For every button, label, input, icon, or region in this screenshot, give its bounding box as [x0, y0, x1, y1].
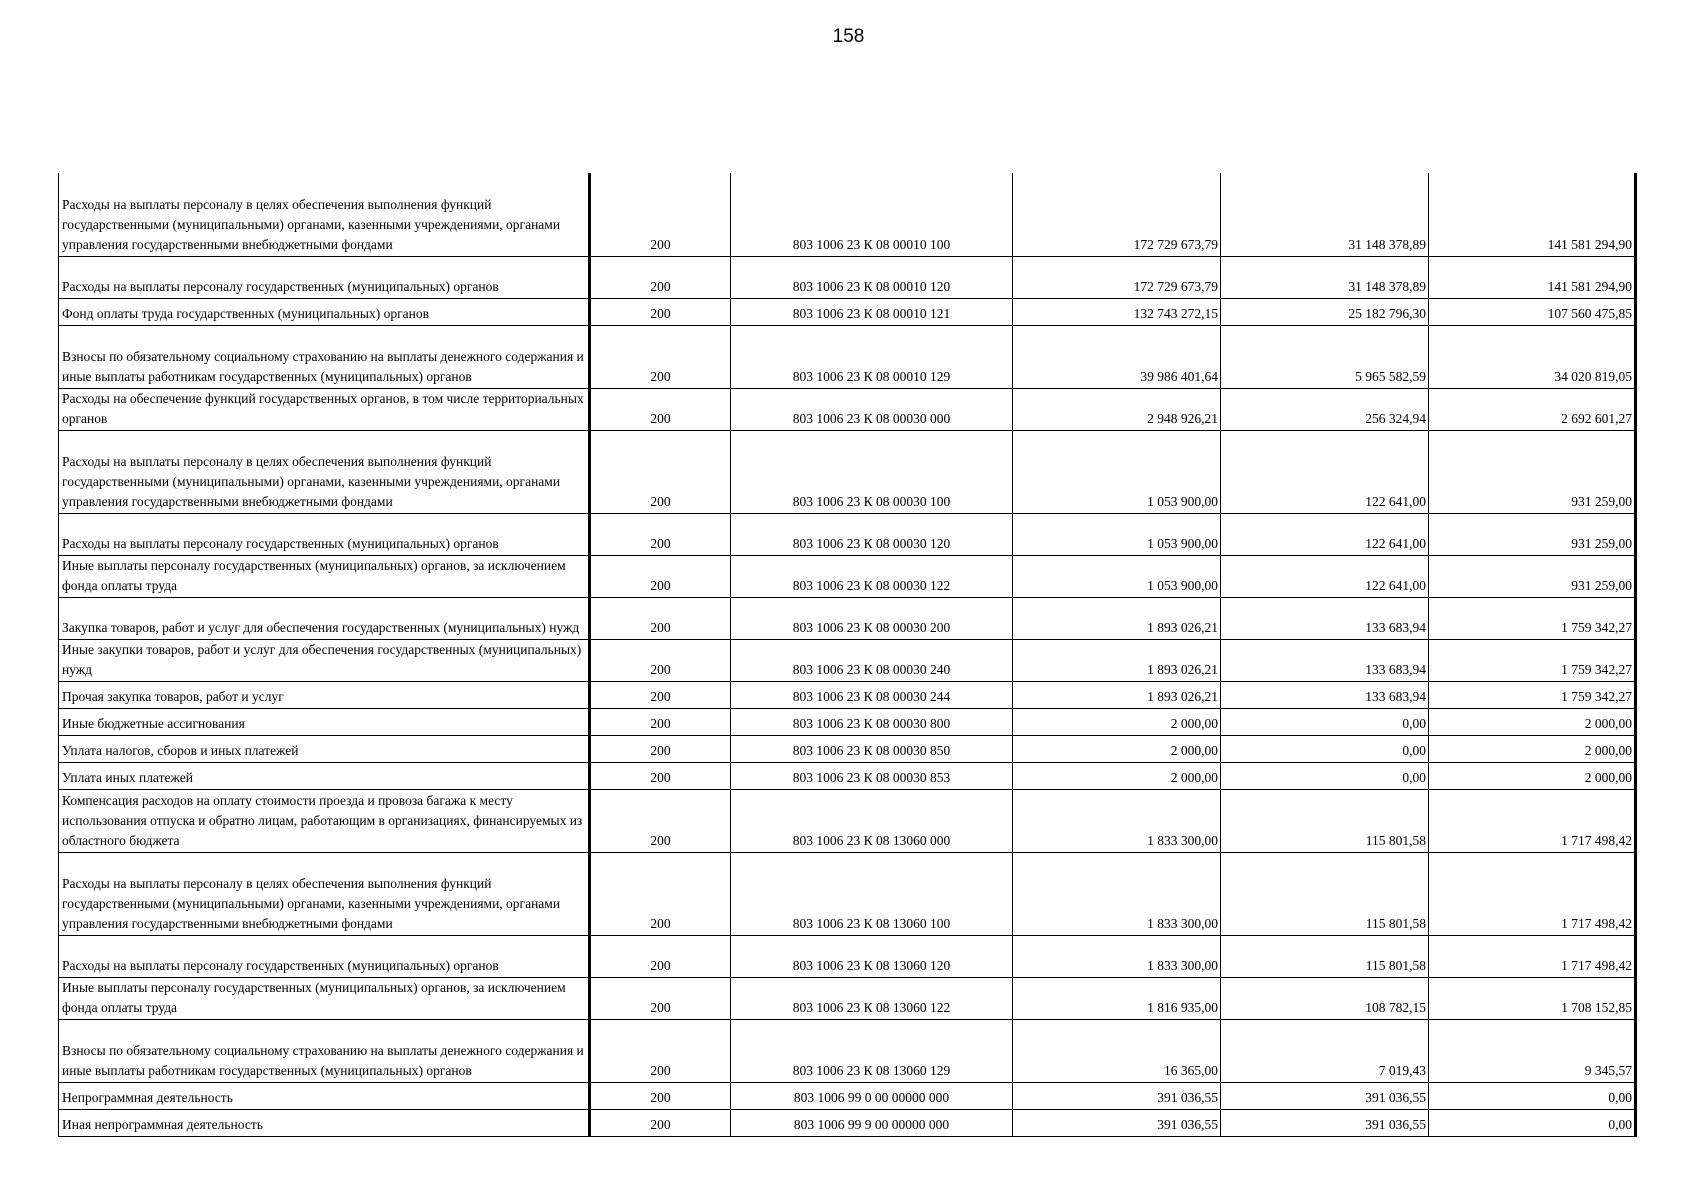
- row-line-code: 200: [590, 298, 731, 325]
- row-approved: 1 893 026,21: [1013, 639, 1221, 681]
- table-row: [59, 1109, 1636, 1136]
- table-body: [59, 173, 1636, 1136]
- row-name: Иные выплаты персоналу государственных (муниципальных) органов, за исключением фонда оплаты труда: [59, 977, 590, 1019]
- row-line-code: 200: [590, 555, 731, 597]
- row-line-code: 200: [590, 977, 731, 1019]
- row-executed: 0,00: [1221, 735, 1429, 762]
- row-name: Иные закупки товаров, работ и услуг для обеспечения государственных (муниципальных) нужд: [59, 639, 590, 681]
- table-row: [59, 681, 1636, 708]
- row-line-code: 200: [590, 173, 731, 256]
- row-name: Закупка товаров, работ и услуг для обеспечения государственных (муниципальных) нужд: [59, 597, 590, 639]
- row-unexecuted: 2 000,00: [1429, 762, 1636, 789]
- row-budget-code: 803 1006 23 К 08 00010 121: [731, 298, 1013, 325]
- row-budget-code: 803 1006 23 К 08 00010 129: [731, 325, 1013, 388]
- row-unexecuted: 1 717 498,42: [1429, 789, 1636, 852]
- row-approved: 1 053 900,00: [1013, 555, 1221, 597]
- row-unexecuted: 1 708 152,85: [1429, 977, 1636, 1019]
- table-row: [59, 762, 1636, 789]
- row-name: Фонд оплаты труда государственных (муниципальных) органов: [59, 298, 590, 325]
- row-name: Прочая закупка товаров, работ и услуг: [59, 681, 590, 708]
- table-row: [59, 597, 1636, 639]
- row-name: Расходы на выплаты персоналу в целях обеспечения выполнения функций государственными (муниципальными) органами, казенными учреждениями, органами управления государственными внебюджетными фондами: [59, 852, 590, 935]
- row-budget-code: 803 1006 23 К 08 00030 850: [731, 735, 1013, 762]
- row-name: Расходы на выплаты персоналу государственных (муниципальных) органов: [59, 513, 590, 555]
- row-executed: 0,00: [1221, 708, 1429, 735]
- row-line-code: 200: [590, 681, 731, 708]
- row-executed: 133 683,94: [1221, 639, 1429, 681]
- row-budget-code: 803 1006 23 К 08 00010 120: [731, 256, 1013, 298]
- row-line-code: 200: [590, 430, 731, 513]
- row-executed: 122 641,00: [1221, 430, 1429, 513]
- row-unexecuted: 931 259,00: [1429, 513, 1636, 555]
- row-unexecuted: 1 717 498,42: [1429, 852, 1636, 935]
- table-row: [59, 1082, 1636, 1109]
- table-row: [59, 173, 1636, 256]
- row-unexecuted: 1 759 342,27: [1429, 681, 1636, 708]
- row-line-code: 200: [590, 708, 731, 735]
- row-line-code: 200: [590, 639, 731, 681]
- row-approved: 1 053 900,00: [1013, 513, 1221, 555]
- row-name: Уплата налогов, сборов и иных платежей: [59, 735, 590, 762]
- row-executed: 7 019,43: [1221, 1019, 1429, 1082]
- row-unexecuted: 2 000,00: [1429, 735, 1636, 762]
- row-unexecuted: 0,00: [1429, 1109, 1636, 1136]
- row-executed: 115 801,58: [1221, 789, 1429, 852]
- row-unexecuted: 141 581 294,90: [1429, 256, 1636, 298]
- row-name: Расходы на выплаты персоналу государственных (муниципальных) органов: [59, 935, 590, 977]
- row-line-code: 200: [590, 762, 731, 789]
- row-approved: 172 729 673,79: [1013, 173, 1221, 256]
- row-unexecuted: 2 692 601,27: [1429, 388, 1636, 430]
- row-executed: 115 801,58: [1221, 852, 1429, 935]
- row-line-code: 200: [590, 735, 731, 762]
- row-name: Иные выплаты персоналу государственных (муниципальных) органов, за исключением фонда оплаты труда: [59, 555, 590, 597]
- row-approved: 2 000,00: [1013, 708, 1221, 735]
- row-unexecuted: 9 345,57: [1429, 1019, 1636, 1082]
- row-executed: 391 036,55: [1221, 1109, 1429, 1136]
- budget-execution-table: [58, 173, 1637, 1137]
- table-row: [59, 1019, 1636, 1082]
- row-budget-code: 803 1006 23 К 08 13060 129: [731, 1019, 1013, 1082]
- row-unexecuted: 931 259,00: [1429, 430, 1636, 513]
- row-name: Расходы на выплаты персоналу государственных (муниципальных) органов: [59, 256, 590, 298]
- row-line-code: 200: [590, 789, 731, 852]
- row-approved: 391 036,55: [1013, 1082, 1221, 1109]
- row-line-code: 200: [590, 597, 731, 639]
- row-executed: 108 782,15: [1221, 977, 1429, 1019]
- row-executed: 31 148 378,89: [1221, 173, 1429, 256]
- row-line-code: 200: [590, 852, 731, 935]
- row-budget-code: 803 1006 23 К 08 00030 800: [731, 708, 1013, 735]
- row-unexecuted: 34 020 819,05: [1429, 325, 1636, 388]
- row-unexecuted: 1 717 498,42: [1429, 935, 1636, 977]
- row-executed: 122 641,00: [1221, 555, 1429, 597]
- row-approved: 2 948 926,21: [1013, 388, 1221, 430]
- row-name: Уплата иных платежей: [59, 762, 590, 789]
- row-name: Расходы на выплаты персоналу в целях обеспечения выполнения функций государственными (муниципальными) органами, казенными учреждениями, органами управления государственными внебюджетными фондами: [59, 173, 590, 256]
- row-line-code: 200: [590, 256, 731, 298]
- row-budget-code: 803 1006 23 К 08 00030 200: [731, 597, 1013, 639]
- table-row: [59, 430, 1636, 513]
- row-unexecuted: 107 560 475,85: [1429, 298, 1636, 325]
- row-budget-code: 803 1006 23 К 08 00030 853: [731, 762, 1013, 789]
- table-row: [59, 298, 1636, 325]
- row-line-code: 200: [590, 325, 731, 388]
- row-executed: 133 683,94: [1221, 597, 1429, 639]
- row-unexecuted: 1 759 342,27: [1429, 639, 1636, 681]
- row-unexecuted: 931 259,00: [1429, 555, 1636, 597]
- table-row: [59, 735, 1636, 762]
- row-unexecuted: 2 000,00: [1429, 708, 1636, 735]
- row-approved: 1 893 026,21: [1013, 681, 1221, 708]
- row-line-code: 200: [590, 1082, 731, 1109]
- row-executed: 391 036,55: [1221, 1082, 1429, 1109]
- row-budget-code: 803 1006 23 К 08 13060 000: [731, 789, 1013, 852]
- row-approved: 132 743 272,15: [1013, 298, 1221, 325]
- row-name: Расходы на выплаты персоналу в целях обеспечения выполнения функций государственными (муниципальными) органами, казенными учреждениями, органами управления государственными внебюджетными фондами: [59, 430, 590, 513]
- row-approved: 1 833 300,00: [1013, 935, 1221, 977]
- row-line-code: 200: [590, 1109, 731, 1136]
- row-executed: 256 324,94: [1221, 388, 1429, 430]
- row-approved: 1 833 300,00: [1013, 852, 1221, 935]
- table-row: [59, 977, 1636, 1019]
- row-executed: 115 801,58: [1221, 935, 1429, 977]
- row-budget-code: 803 1006 23 К 08 00030 100: [731, 430, 1013, 513]
- row-budget-code: 803 1006 23 К 08 13060 120: [731, 935, 1013, 977]
- row-approved: 1 833 300,00: [1013, 789, 1221, 852]
- table-row: [59, 935, 1636, 977]
- table-row: [59, 555, 1636, 597]
- row-executed: 133 683,94: [1221, 681, 1429, 708]
- table-row: [59, 513, 1636, 555]
- row-approved: 2 000,00: [1013, 762, 1221, 789]
- row-name: Расходы на обеспечение функций государственных органов, в том числе территориальных органов: [59, 388, 590, 430]
- row-unexecuted: 0,00: [1429, 1082, 1636, 1109]
- table-row: [59, 325, 1636, 388]
- row-budget-code: 803 1006 99 0 00 00000 000: [731, 1082, 1013, 1109]
- row-approved: 39 986 401,64: [1013, 325, 1221, 388]
- row-approved: 391 036,55: [1013, 1109, 1221, 1136]
- row-budget-code: 803 1006 23 К 08 00030 240: [731, 639, 1013, 681]
- row-executed: 122 641,00: [1221, 513, 1429, 555]
- row-budget-code: 803 1006 23 К 08 13060 122: [731, 977, 1013, 1019]
- row-unexecuted: 141 581 294,90: [1429, 173, 1636, 256]
- row-budget-code: 803 1006 23 К 08 00030 120: [731, 513, 1013, 555]
- table-row: [59, 852, 1636, 935]
- row-budget-code: 803 1006 23 К 08 13060 100: [731, 852, 1013, 935]
- row-name: Взносы по обязательному социальному страхованию на выплаты денежного содержания и иные выплаты работникам государственных (муниципальных) органов: [59, 325, 590, 388]
- table-row: [59, 789, 1636, 852]
- row-line-code: 200: [590, 513, 731, 555]
- page-number: 158: [832, 26, 865, 47]
- table-row: [59, 388, 1636, 430]
- row-budget-code: 803 1006 23 К 08 00030 244: [731, 681, 1013, 708]
- row-approved: 1 053 900,00: [1013, 430, 1221, 513]
- row-name: Иные бюджетные ассигнования: [59, 708, 590, 735]
- row-executed: 5 965 582,59: [1221, 325, 1429, 388]
- row-budget-code: 803 1006 23 К 08 00010 100: [731, 173, 1013, 256]
- row-line-code: 200: [590, 935, 731, 977]
- table-row: [59, 639, 1636, 681]
- row-executed: 25 182 796,30: [1221, 298, 1429, 325]
- row-budget-code: 803 1006 99 9 00 00000 000: [731, 1109, 1013, 1136]
- row-approved: 1 816 935,00: [1013, 977, 1221, 1019]
- row-unexecuted: 1 759 342,27: [1429, 597, 1636, 639]
- row-budget-code: 803 1006 23 К 08 00030 000: [731, 388, 1013, 430]
- row-line-code: 200: [590, 1019, 731, 1082]
- row-executed: 31 148 378,89: [1221, 256, 1429, 298]
- row-name: Взносы по обязательному социальному страхованию на выплаты денежного содержания и иные выплаты работникам государственных (муниципальных) органов: [59, 1019, 590, 1082]
- row-approved: 172 729 673,79: [1013, 256, 1221, 298]
- row-executed: 0,00: [1221, 762, 1429, 789]
- row-line-code: 200: [590, 388, 731, 430]
- row-approved: 1 893 026,21: [1013, 597, 1221, 639]
- row-name: Иная непрограммная деятельность: [59, 1109, 590, 1136]
- row-approved: 16 365,00: [1013, 1019, 1221, 1082]
- row-name: Компенсация расходов на оплату стоимости проезда и провоза багажа к месту использования отпуска и обратно лицам, работающим в организациях, финансируемых из областного бюджета: [59, 789, 590, 852]
- table-row: [59, 256, 1636, 298]
- table-row: [59, 708, 1636, 735]
- row-name: Непрограммная деятельность: [59, 1082, 590, 1109]
- row-approved: 2 000,00: [1013, 735, 1221, 762]
- row-budget-code: 803 1006 23 К 08 00030 122: [731, 555, 1013, 597]
